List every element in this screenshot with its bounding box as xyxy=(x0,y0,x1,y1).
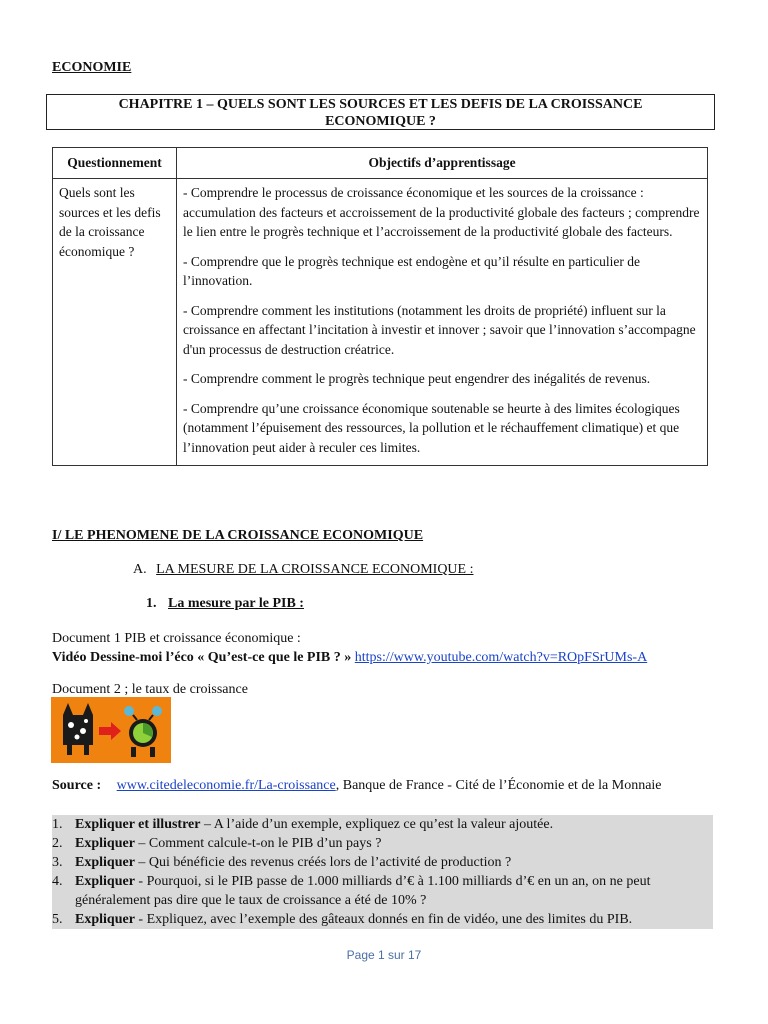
document-1-title: Document 1 PIB et croissance économique : xyxy=(52,631,301,646)
question-cell: Quels sont les sources et les defis de la croissance économique ? xyxy=(53,179,177,466)
growth-illustration-icon xyxy=(51,697,171,763)
list-item xyxy=(52,834,713,853)
source-line xyxy=(52,776,713,795)
section-a-title: LA MESURE DE LA CROISSANCE ECONOMIQUE : xyxy=(156,562,474,577)
question-number: 4. xyxy=(52,874,63,889)
chapter-title-box xyxy=(46,94,715,130)
question-verb: Expliquer xyxy=(75,855,135,870)
question-verb: Expliquer xyxy=(75,836,135,851)
section-a-letter: A. xyxy=(133,562,147,577)
question-verb: Expliquer et illustrer xyxy=(75,817,201,832)
document-1-video-title: Vidéo Dessine-moi l’éco « Qu’est-ce que le PIB ? » xyxy=(52,650,352,665)
objectives-cell xyxy=(177,179,708,466)
youtube-link[interactable]: https://www.youtube.com/watch?v=ROpFSrUMs-A xyxy=(354,650,648,665)
document-2-title: Document 2 ; le taux de croissance xyxy=(52,682,248,697)
chapter-title-line1: CHAPITRE 1 – QUELS SONT LES SOURCES ET LES DEFIS DE LA CROISSANCE xyxy=(118,97,643,112)
objective-item: - Comprendre comment le progrès technique peut engendrer des inégalités de revenus. xyxy=(183,371,651,386)
chapter-title-line2: ECONOMIQUE ? xyxy=(325,114,436,129)
table-header-row xyxy=(53,148,708,179)
list-item xyxy=(52,853,713,872)
question-text: – Qui bénéficie des revenus créés lors de l’activité de production ? xyxy=(134,855,512,870)
question-verb: Expliquer xyxy=(75,912,135,927)
objective-item: - Comprendre que le progrès technique est endogène et qu’il résulte en particulier de l’innovation. xyxy=(183,253,640,288)
question-number: 3. xyxy=(52,855,63,870)
subsection-1-title: La mesure par le PIB : xyxy=(168,596,304,611)
list-item xyxy=(52,910,713,929)
subsection-1-heading xyxy=(146,596,304,612)
objective-item: - Comprendre le processus de croissance économique et les sources de la croissance : accumulation des facteurs et accroissement de la productivité globale des facteurs ; comprendre le lien entre le progrès technique et l’accroissement de la productivité globale des facteurs. xyxy=(183,185,700,239)
source-text: , Banque de France - Cité de l’Économie et de la Monnaie xyxy=(335,778,662,793)
question-number: 5. xyxy=(52,912,63,927)
question-verb: Expliquer xyxy=(75,874,135,889)
question-text: – A l’aide d’un exemple, expliquez ce qu’est la valeur ajoutée. xyxy=(200,817,554,832)
question-number: 1. xyxy=(52,817,63,832)
question-text: - Pourquoi, si le PIB passe de 1.000 milliards d’€ à 1.100 milliards d’€ en un an, on ne peut généralement pas dire que le taux de croissance a été de 10% ? xyxy=(75,874,651,908)
subject-heading: ECONOMIE xyxy=(52,60,132,75)
question-text: – Comment calcule-t-on le PIB d’un pays ? xyxy=(134,836,382,851)
question-number: 2. xyxy=(52,836,63,851)
document-1 xyxy=(52,629,647,667)
citedeleconomie-link[interactable]: www.citedeleconomie.fr/La-croissance xyxy=(116,778,336,793)
section-1-heading: I/ LE PHENOMENE DE LA CROISSANCE ECONOMIQUE xyxy=(52,528,424,543)
objective-item: - Comprendre comment les institutions (notamment les droits de propriété) influent sur la croissance en affectant l’incitation à investir et innover ; savoir que l’innovation s’accompagne d'un processus de destruction créatrice. xyxy=(183,302,696,357)
subsection-1-number: 1. xyxy=(146,596,157,611)
table-row xyxy=(53,179,708,466)
col-objectifs-header: Objectifs d’apprentissage xyxy=(177,148,708,179)
objectives-table xyxy=(52,147,708,466)
list-item xyxy=(52,815,713,834)
questions-list xyxy=(52,815,713,929)
page-footer: Page 1 sur 17 xyxy=(346,948,422,962)
list-item xyxy=(52,872,713,910)
objective-item: - Comprendre qu’une croissance économique soutenable se heurte à des limites écologiques (notamment l’épuisement des ressources, la pollution et le réchauffement climatique) et que l’innovation peut aider à reculer ces limites. xyxy=(183,400,680,455)
col-questionnement-header: Questionnement xyxy=(53,148,177,179)
source-label: Source : xyxy=(52,778,102,793)
question-text: - Expliquez, avec l’exemple des gâteaux donnés en fin de vidéo, une des limites du PIB. xyxy=(134,912,633,927)
section-a-heading xyxy=(133,562,473,578)
growth-illustration-image xyxy=(51,697,171,763)
